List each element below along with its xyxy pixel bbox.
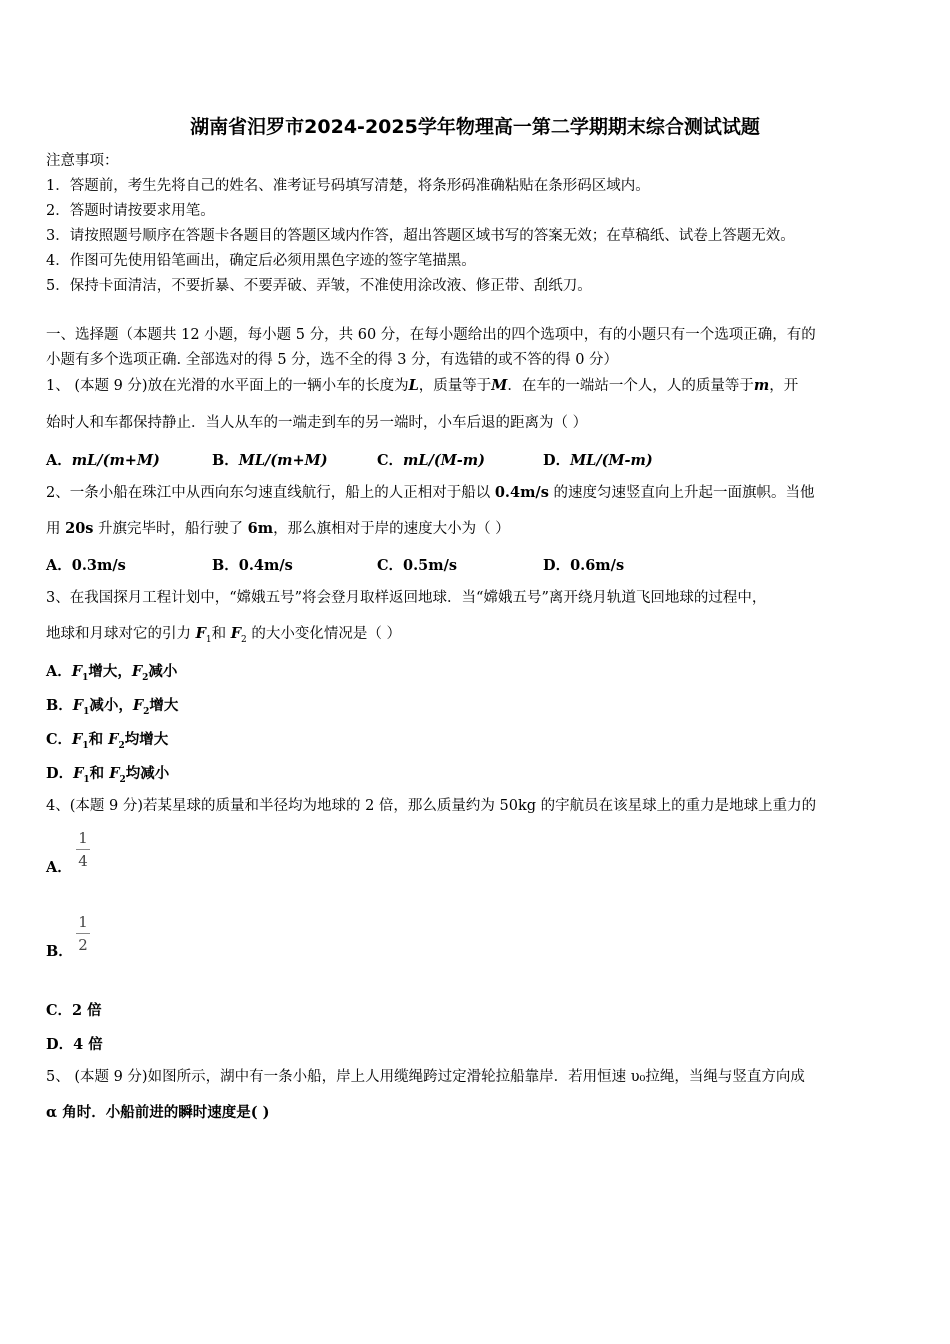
q1-var-M: M [491, 377, 508, 394]
q3-option-a[interactable]: A．$F_1$增大，$F_2$减小 [46, 663, 178, 683]
notice-item: 3．请按照题号顺序在答题卡各题目的答题区域内作答，超出答题区域书写的答案无效；在草稿纸、试卷上答题无效。 [46, 228, 795, 244]
q1-option-c[interactable]: C．mL/(M-m) [377, 452, 486, 469]
q1-option-d[interactable]: D．ML/(M-m) [543, 452, 653, 469]
section-heading: 一、选择题（本题共 12 小题，每小题 5 分，共 60 分，在每小题给出的四个选项中，有的小题只有一个选项正确，有的 [46, 327, 816, 343]
question-1-stem-cont: 始时人和车都保持静止．当人从车的一端走到车的另一端时，小车后退的距离为（ ） [46, 415, 588, 431]
question-3-stem-cont: 地球和月球对它的引力 $F_1$和 $F_2$ 的大小变化情况是（ ） [46, 625, 401, 645]
q1-option-a[interactable]: A．mL/(m+M) [46, 452, 160, 469]
page-title: 湖南省汨罗市2024-2025学年物理高一第二学期期末综合测试试题 [190, 116, 760, 138]
q1-mid2: ．在车的一端站一个人，人的质量等于 [507, 378, 754, 394]
q4-option-c[interactable]: C．2 倍 [46, 1002, 102, 1019]
notice-item: 2．答题时请按要求用笔。 [46, 203, 215, 219]
q1-end: ，开 [769, 378, 799, 394]
q4-option-a-fraction: 1 4 [76, 829, 90, 870]
q1-var-m: m [753, 377, 770, 394]
q4-option-d[interactable]: D．4 倍 [46, 1036, 103, 1053]
q2-option-b[interactable]: B．0.4m/s [212, 557, 293, 574]
q2-option-d[interactable]: D．0.6m/s [543, 557, 625, 574]
q4-option-a-letter[interactable]: A． [46, 859, 72, 876]
notice-item: 5．保持卡面清洁，不要折暴、不要弄破、弄皱，不准使用涂改液、修正带、刮纸刀。 [46, 278, 592, 294]
question-2-stem-cont: 用 20s 升旗完毕时，船行驶了 6m，那么旗相对于岸的速度大小为（ ） [46, 520, 510, 537]
q3-option-b[interactable]: B．$F_1$减小，$F_2$增大 [46, 697, 179, 717]
question-1-stem [46, 376, 798, 396]
question-2-stem: 2、一条小船在珠江中从西向东匀速直线航行，船上的人正相对于船以 0.4m/s 的速度匀速竖直向上升起一面旗帜。当他 [46, 484, 815, 501]
notice-heading: 注意事项： [46, 153, 119, 169]
question-4-stem: 4、(本题 9 分)若某星球的质量和半径均为地球的 2 倍，那么质量约为 50kg 的宇航员在该星球上的重力是地球上重力的 [46, 798, 817, 814]
q1-option-b[interactable]: B．ML/(m+M) [212, 452, 328, 469]
question-5-stem-cont: α 角时．小船前进的瞬时速度是( ) [46, 1104, 270, 1121]
q3-option-d[interactable]: D．$F_1$和 $F_2$均减小 [46, 765, 170, 785]
q3-option-c[interactable]: C．$F_1$和 $F_2$均增大 [46, 731, 169, 751]
question-3-stem: 3、在我国探月工程计划中，“嫦娥五号”将会登月取样返回地球．当“嫦娥五号”离开绕月轨道飞回地球的过程中， [46, 590, 767, 606]
q4-option-b-letter[interactable]: B． [46, 943, 73, 960]
q1-prefix: 1、 (本题 9 分)放在光滑的水平面上的一辆小车的长度为 [46, 378, 409, 394]
q2-option-a[interactable]: A．0.3m/s [46, 557, 126, 574]
question-5-stem: 5、 (本题 9 分)如图所示，湖中有一条小船，岸上人用缆绳跨过定滑轮拉船靠岸．若用恒速 υ₀拉绳，当绳与竖直方向成 [46, 1069, 805, 1085]
notice-item: 4．作图可先使用铅笔画出，确定后必须用黑色字迹的签字笔描黑。 [46, 253, 476, 269]
q2-option-c[interactable]: C．0.5m/s [377, 557, 458, 574]
notice-item: 1．答题前，考生先将自己的姓名、准考证号码填写清楚，将条形码准确粘贴在条形码区域内。 [46, 178, 650, 194]
q1-mid1: ，质量等于 [418, 378, 492, 394]
q1-var-L: L [408, 377, 419, 394]
section-heading-cont: 小题有多个选项正确. 全部选对的得 5 分，选不全的得 3 分，有选错的或不答的得 0 分） [46, 352, 619, 368]
q4-option-b-fraction: 1 2 [76, 913, 90, 954]
